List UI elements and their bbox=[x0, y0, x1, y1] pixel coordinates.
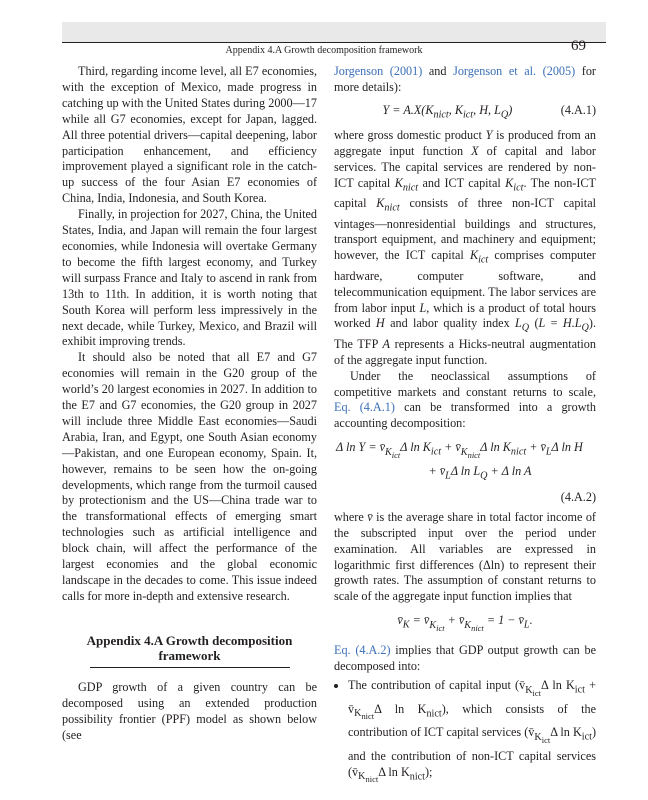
header-rule bbox=[62, 42, 606, 43]
paragraph-assumptions: Under the neoclassical assumptions of competitive markets and constant returns to scale, Eq. (4.A.1) can be transformed into a growth accounting decomposition: bbox=[334, 368, 596, 431]
paragraph-implies: Eq. (4.A.2) implies that GDP output growth can be decomposed into: bbox=[334, 642, 596, 673]
contribution-list bbox=[334, 678, 596, 787]
page-number: 69 bbox=[571, 38, 586, 54]
running-title: Appendix 4.A Growth decomposition framework bbox=[225, 45, 423, 56]
citation-jorgenson-2001[interactable]: Jorgenson (2001) bbox=[334, 64, 423, 78]
equation-label-4a2: (4.A.2) bbox=[560, 489, 596, 504]
appendix-heading-line1: Appendix 4.A Growth decomposition bbox=[86, 632, 293, 648]
paragraph-income: Third, regarding income level, all E7 economies, with the exception of Mexico, made progress in catching up with the United States during 2000—17 while all G7 economies, except for Japan, lagged. All three potential drivers—capital deepening, labor participation enhancement, and efficiency improvement played a significant role in the catch-up success of the four Asian E7 economies of China, India, Indonesia, and South Korea. bbox=[62, 64, 317, 206]
paragraph-g20: It should also be noted that all E7 and G7 economies will remain in the G20 group of the world’s 20 largest economies in 2027. In addition to the E7 and G7 economies, the G20 group in 2027 will include three Middle East economies—Saudi Arabia, Iran, and Egypt, one South Asian economy—Pakistan, and one European economy, Spain. It, however, remains to be seen how the on-going developments, which range from the turmoil caused by protectionism and the US—China trade war to the transformational effects of emerging smart technologies such as artificial intelligence and block chain, will affect the performance of the largest economies and the global economic landscape in the decades to come. This issue indeed calls for more in-depth and extensive research. bbox=[62, 350, 317, 603]
appendix-heading-line2: framework bbox=[158, 647, 221, 663]
right-column bbox=[334, 64, 596, 788]
equation-4a2: Δ $\ln Y = v̄_{K_{ict}}\Delta$ $\ln K_{ict}$ + $v̄_{K_{nict}}\Delta$ $\ln K_{nict}$ + $v̄_L\Delta$ ln H + $v̄_L\Delta$ $\ln L_Q + \Delta$ ln A (4.A.2) bbox=[336, 440, 596, 504]
paragraph-citations: Jorgenson (2001) and Jorgenson et al. (2005) for more details): bbox=[334, 64, 596, 94]
list-item: • The contribution of capital input ($v̄_{K_{ict}}\Delta$ $\ln K_{ict}$ + $v̄_{K_{nict}}\Delta$ $\ln K_{nict}$), which consists of the contribution of ICT capital services ($v̄_{K_{ict}}\Delta$ $\ln K_{ict}$) and the contribution of non-ICT capital services ($v̄_{K_{nict}}\Delta$ $\ln K_{nict}$); bbox=[348, 678, 596, 787]
appendix-heading bbox=[62, 633, 317, 663]
equation-ref-4a2[interactable]: Eq. (4.A.2) bbox=[334, 642, 391, 657]
paragraph-definitions: where gross domestic product Y is produced from an aggregate input function X of capital and labor services. The capital services are rendered by non-ICT capital $K_{nict}$ and ICT capital $K_{ict}$. The non-ICT capital $K_{nict}$ consists of three non-ICT capital vintages—nonresidential buildings and structures, transport equipment, and machinery and equipment; however, the ICT capital $K_{ict}$ comprises computer hardware, computer software, and telecommunication equipment. The labor services are from labor input L, which is a product of total hours worked H and labor quality index $L_Q$ $(L = H.L_Q)$. The TFP A represents a Hicks-neutral augmentation of the aggregate input function. bbox=[334, 128, 596, 367]
paragraph-average-share: where v̄ is the average share in total factor income of the subscripted input over the period under examination. All variables are expressed in logarithmic first differences (Δln) to represent their growth rates. The assumption of constant returns to scale of the aggregate input function implies that bbox=[334, 509, 596, 604]
appendix-rule bbox=[90, 667, 290, 668]
equation-ref-4a1[interactable]: Eq. (4.A.1) bbox=[334, 400, 395, 415]
left-column bbox=[62, 64, 317, 743]
header-band bbox=[62, 22, 606, 42]
equation-4a1: $Y = A.X(K_{nict}$, $K_{ict}$, H, $L_Q$) (4.A.1) bbox=[382, 102, 596, 121]
paragraph-gdp-growth: GDP growth of a given country can be decomposed using an extended production possibility frontier (PPF) model as shown below (see bbox=[62, 679, 317, 742]
equation-shares: $v̄_K$ = $v̄_{K_{ict}}$ + $v̄_{K_{nict}} = 1$ − $v̄_L$. bbox=[397, 613, 533, 633]
paragraph-projection: Finally, in projection for 2027, China, the United States, India, and Japan will remain the four largest economies, while Indonesia will overtake Germany to become the fifth largest economy, and Turkey will surpass France and Italy to ascend in rank from 13th to 11th. In addition, it is worth noting that South Korea will perform less impressively in the next decade, while Turkey, Mexico, and Brazil will exhibit improving trends. bbox=[62, 207, 317, 349]
equation-label-4a1: (4.A.1) bbox=[560, 102, 596, 117]
citation-jorgenson-2005[interactable]: Jorgenson et al. (2005) bbox=[453, 64, 576, 78]
